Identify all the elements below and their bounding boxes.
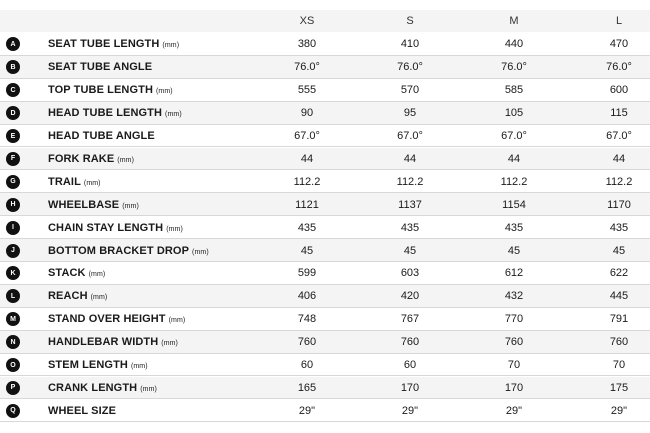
row-label xyxy=(48,267,105,279)
row-letter-badge: H xyxy=(6,198,20,212)
table-header-row xyxy=(0,10,650,32)
table-cell: 1121 xyxy=(295,198,319,211)
row-unit: (mm) xyxy=(166,225,183,233)
table-cell: 60 xyxy=(300,359,314,372)
table-cell: 435 xyxy=(504,221,524,234)
table-cell: 45 xyxy=(507,244,521,257)
table-cell: 1137 xyxy=(398,198,422,211)
table-cell: 760 xyxy=(609,336,629,349)
table-cell: 435 xyxy=(609,221,629,234)
row-label-text: CRANK LENGTH xyxy=(48,381,138,394)
row-divider xyxy=(0,421,650,422)
row-letter-badge: I xyxy=(6,221,20,235)
table-cell: 600 xyxy=(609,84,629,97)
table-cell: 435 xyxy=(400,221,420,234)
row-letter-badge: P xyxy=(6,381,20,395)
row-unit: (mm) xyxy=(117,156,135,164)
table-cell: 440 xyxy=(504,38,524,51)
table-cell: 170 xyxy=(504,381,524,394)
table-cell: 44 xyxy=(403,152,417,165)
table-cell: 70 xyxy=(507,359,521,372)
table-cell: 60 xyxy=(403,359,417,372)
table-cell: 76.0° xyxy=(606,61,632,74)
row-letter-badge: F xyxy=(6,152,20,166)
table-cell: 380 xyxy=(297,38,317,51)
table-cell: 44 xyxy=(507,152,521,165)
row-label-text: WHEEL SIZE xyxy=(48,404,117,417)
row-letter-badge: B xyxy=(6,60,20,74)
row-letter-badge: A xyxy=(6,37,20,51)
row-letter-badge: N xyxy=(6,335,20,349)
row-letter-badge: Q xyxy=(6,404,20,418)
row-letter-badge: M xyxy=(6,312,20,326)
row-label-text: STACK xyxy=(48,267,86,280)
table-row xyxy=(0,125,650,148)
table-cell: 112.2 xyxy=(396,175,424,188)
table-row xyxy=(0,285,650,308)
table-cell: 76.0° xyxy=(294,61,320,74)
row-label xyxy=(48,405,116,417)
row-unit: (mm) xyxy=(122,202,139,210)
row-label-text: STAND OVER HEIGHT xyxy=(48,313,166,326)
table-row xyxy=(0,56,650,79)
row-label-text: STEM LENGTH xyxy=(48,359,128,372)
table-cell: 44 xyxy=(300,152,314,165)
row-unit: (mm) xyxy=(192,248,209,256)
table-cell: 29" xyxy=(298,404,316,417)
table-cell: 112.2 xyxy=(605,175,633,188)
table-cell: 76.0° xyxy=(397,61,423,74)
table-row xyxy=(0,262,650,285)
table-cell: 67.0° xyxy=(397,130,423,143)
row-label xyxy=(48,222,183,234)
row-label-text: SEAT TUBE LENGTH xyxy=(48,38,160,51)
table-cell: 435 xyxy=(297,221,317,234)
table-cell: 44 xyxy=(612,152,626,165)
table-cell: 45 xyxy=(300,244,314,257)
row-letter-badge: G xyxy=(6,175,20,189)
row-unit: (mm) xyxy=(161,340,178,348)
table-row xyxy=(0,170,650,193)
table-cell: 112.2 xyxy=(500,175,528,188)
table-cell: 112.2 xyxy=(293,175,321,188)
table-cell: 420 xyxy=(400,290,420,303)
row-label xyxy=(48,130,155,142)
table-cell: 760 xyxy=(400,336,420,349)
row-unit: (mm) xyxy=(156,88,173,96)
row-letter-badge: L xyxy=(6,289,20,303)
table-cell: 585 xyxy=(504,84,524,97)
table-cell: 760 xyxy=(504,336,524,349)
table-cell: 791 xyxy=(609,313,629,326)
row-label xyxy=(48,245,209,257)
row-label xyxy=(48,313,185,325)
table-row xyxy=(0,331,650,354)
column-header-m: M xyxy=(509,15,519,27)
table-cell: 67.0° xyxy=(501,130,527,143)
row-label xyxy=(48,382,157,394)
table-cell: 29" xyxy=(610,404,628,417)
row-label-text: HANDLEBAR WIDTH xyxy=(48,336,159,349)
table-cell: 406 xyxy=(297,290,317,303)
row-label xyxy=(48,199,139,211)
table-cell: 170 xyxy=(400,381,420,394)
table-cell: 470 xyxy=(609,38,629,51)
row-label xyxy=(48,84,173,96)
table-row xyxy=(0,354,650,377)
row-letter-badge: J xyxy=(6,244,20,258)
table-cell: 29" xyxy=(401,404,419,417)
table-cell: 570 xyxy=(400,84,420,97)
column-header-s: S xyxy=(406,15,414,27)
table-row xyxy=(0,377,650,400)
row-letter-badge: O xyxy=(6,358,20,372)
table-row xyxy=(0,216,650,239)
table-row xyxy=(0,33,650,56)
row-label xyxy=(48,336,178,348)
row-label xyxy=(48,359,148,371)
table-cell: 603 xyxy=(400,267,420,280)
table-cell: 1170 xyxy=(607,198,631,211)
row-label-text: TOP TUBE LENGTH xyxy=(48,84,153,97)
row-label xyxy=(48,153,134,165)
row-unit: (mm) xyxy=(162,42,180,50)
table-cell: 432 xyxy=(504,290,524,303)
table-cell: 748 xyxy=(297,313,317,326)
row-label xyxy=(48,61,152,73)
table-cell: 612 xyxy=(504,267,524,280)
row-letter-badge: C xyxy=(6,83,20,97)
row-unit: (mm) xyxy=(165,111,182,119)
table-cell: 76.0° xyxy=(501,61,527,74)
row-label xyxy=(48,107,182,119)
table-cell: 70 xyxy=(612,359,626,372)
row-label-text: WHEELBASE xyxy=(48,198,120,211)
table-row xyxy=(0,79,650,102)
row-label-text: HEAD TUBE LENGTH xyxy=(48,107,163,120)
table-cell: 67.0° xyxy=(606,130,632,143)
row-label-text: SEAT TUBE ANGLE xyxy=(48,61,153,74)
row-label xyxy=(48,176,101,188)
row-label xyxy=(48,290,107,302)
row-unit: (mm) xyxy=(90,294,108,302)
table-cell: 67.0° xyxy=(294,130,320,143)
table-row xyxy=(0,193,650,216)
table-cell: 165 xyxy=(297,381,317,394)
table-cell: 175 xyxy=(609,381,629,394)
row-label-text: REACH xyxy=(48,290,88,303)
table-cell: 45 xyxy=(612,244,626,257)
table-cell: 767 xyxy=(400,313,420,326)
column-header-l: L xyxy=(615,15,623,27)
row-unit: (mm) xyxy=(88,271,106,279)
table-cell: 760 xyxy=(297,336,317,349)
row-unit: (mm) xyxy=(140,385,157,393)
table-cell: 45 xyxy=(403,244,417,257)
row-label-text: TRAIL xyxy=(48,175,81,188)
table-row xyxy=(0,102,650,125)
table-cell: 410 xyxy=(400,38,420,51)
column-header-xs: XS xyxy=(299,15,315,27)
row-label-text: FORK RAKE xyxy=(48,152,115,165)
row-letter-badge: D xyxy=(6,106,20,120)
table-cell: 1154 xyxy=(502,198,526,211)
table-cell: 95 xyxy=(403,107,417,120)
row-unit: (mm) xyxy=(168,317,186,325)
row-letter-badge: E xyxy=(6,129,20,143)
table-row xyxy=(0,239,650,262)
table-cell: 29" xyxy=(505,404,523,417)
table-cell: 770 xyxy=(504,313,524,326)
row-label xyxy=(48,38,179,50)
table-row xyxy=(0,148,650,171)
row-unit: (mm) xyxy=(83,179,101,187)
table-cell: 105 xyxy=(504,107,524,120)
table-cell: 599 xyxy=(297,267,317,280)
table-row xyxy=(0,399,650,422)
table-cell: 115 xyxy=(610,107,628,120)
table-cell: 622 xyxy=(609,267,629,280)
table-cell: 90 xyxy=(300,107,314,120)
row-letter-badge: K xyxy=(6,266,20,280)
row-label-text: HEAD TUBE ANGLE xyxy=(48,130,155,143)
table-row xyxy=(0,308,650,331)
table-cell: 555 xyxy=(297,84,317,97)
row-label-text: CHAIN STAY LENGTH xyxy=(48,221,164,234)
row-unit: (mm) xyxy=(130,363,148,371)
table-cell: 445 xyxy=(609,290,629,303)
row-label-text: BOTTOM BRACKET DROP xyxy=(48,244,190,257)
